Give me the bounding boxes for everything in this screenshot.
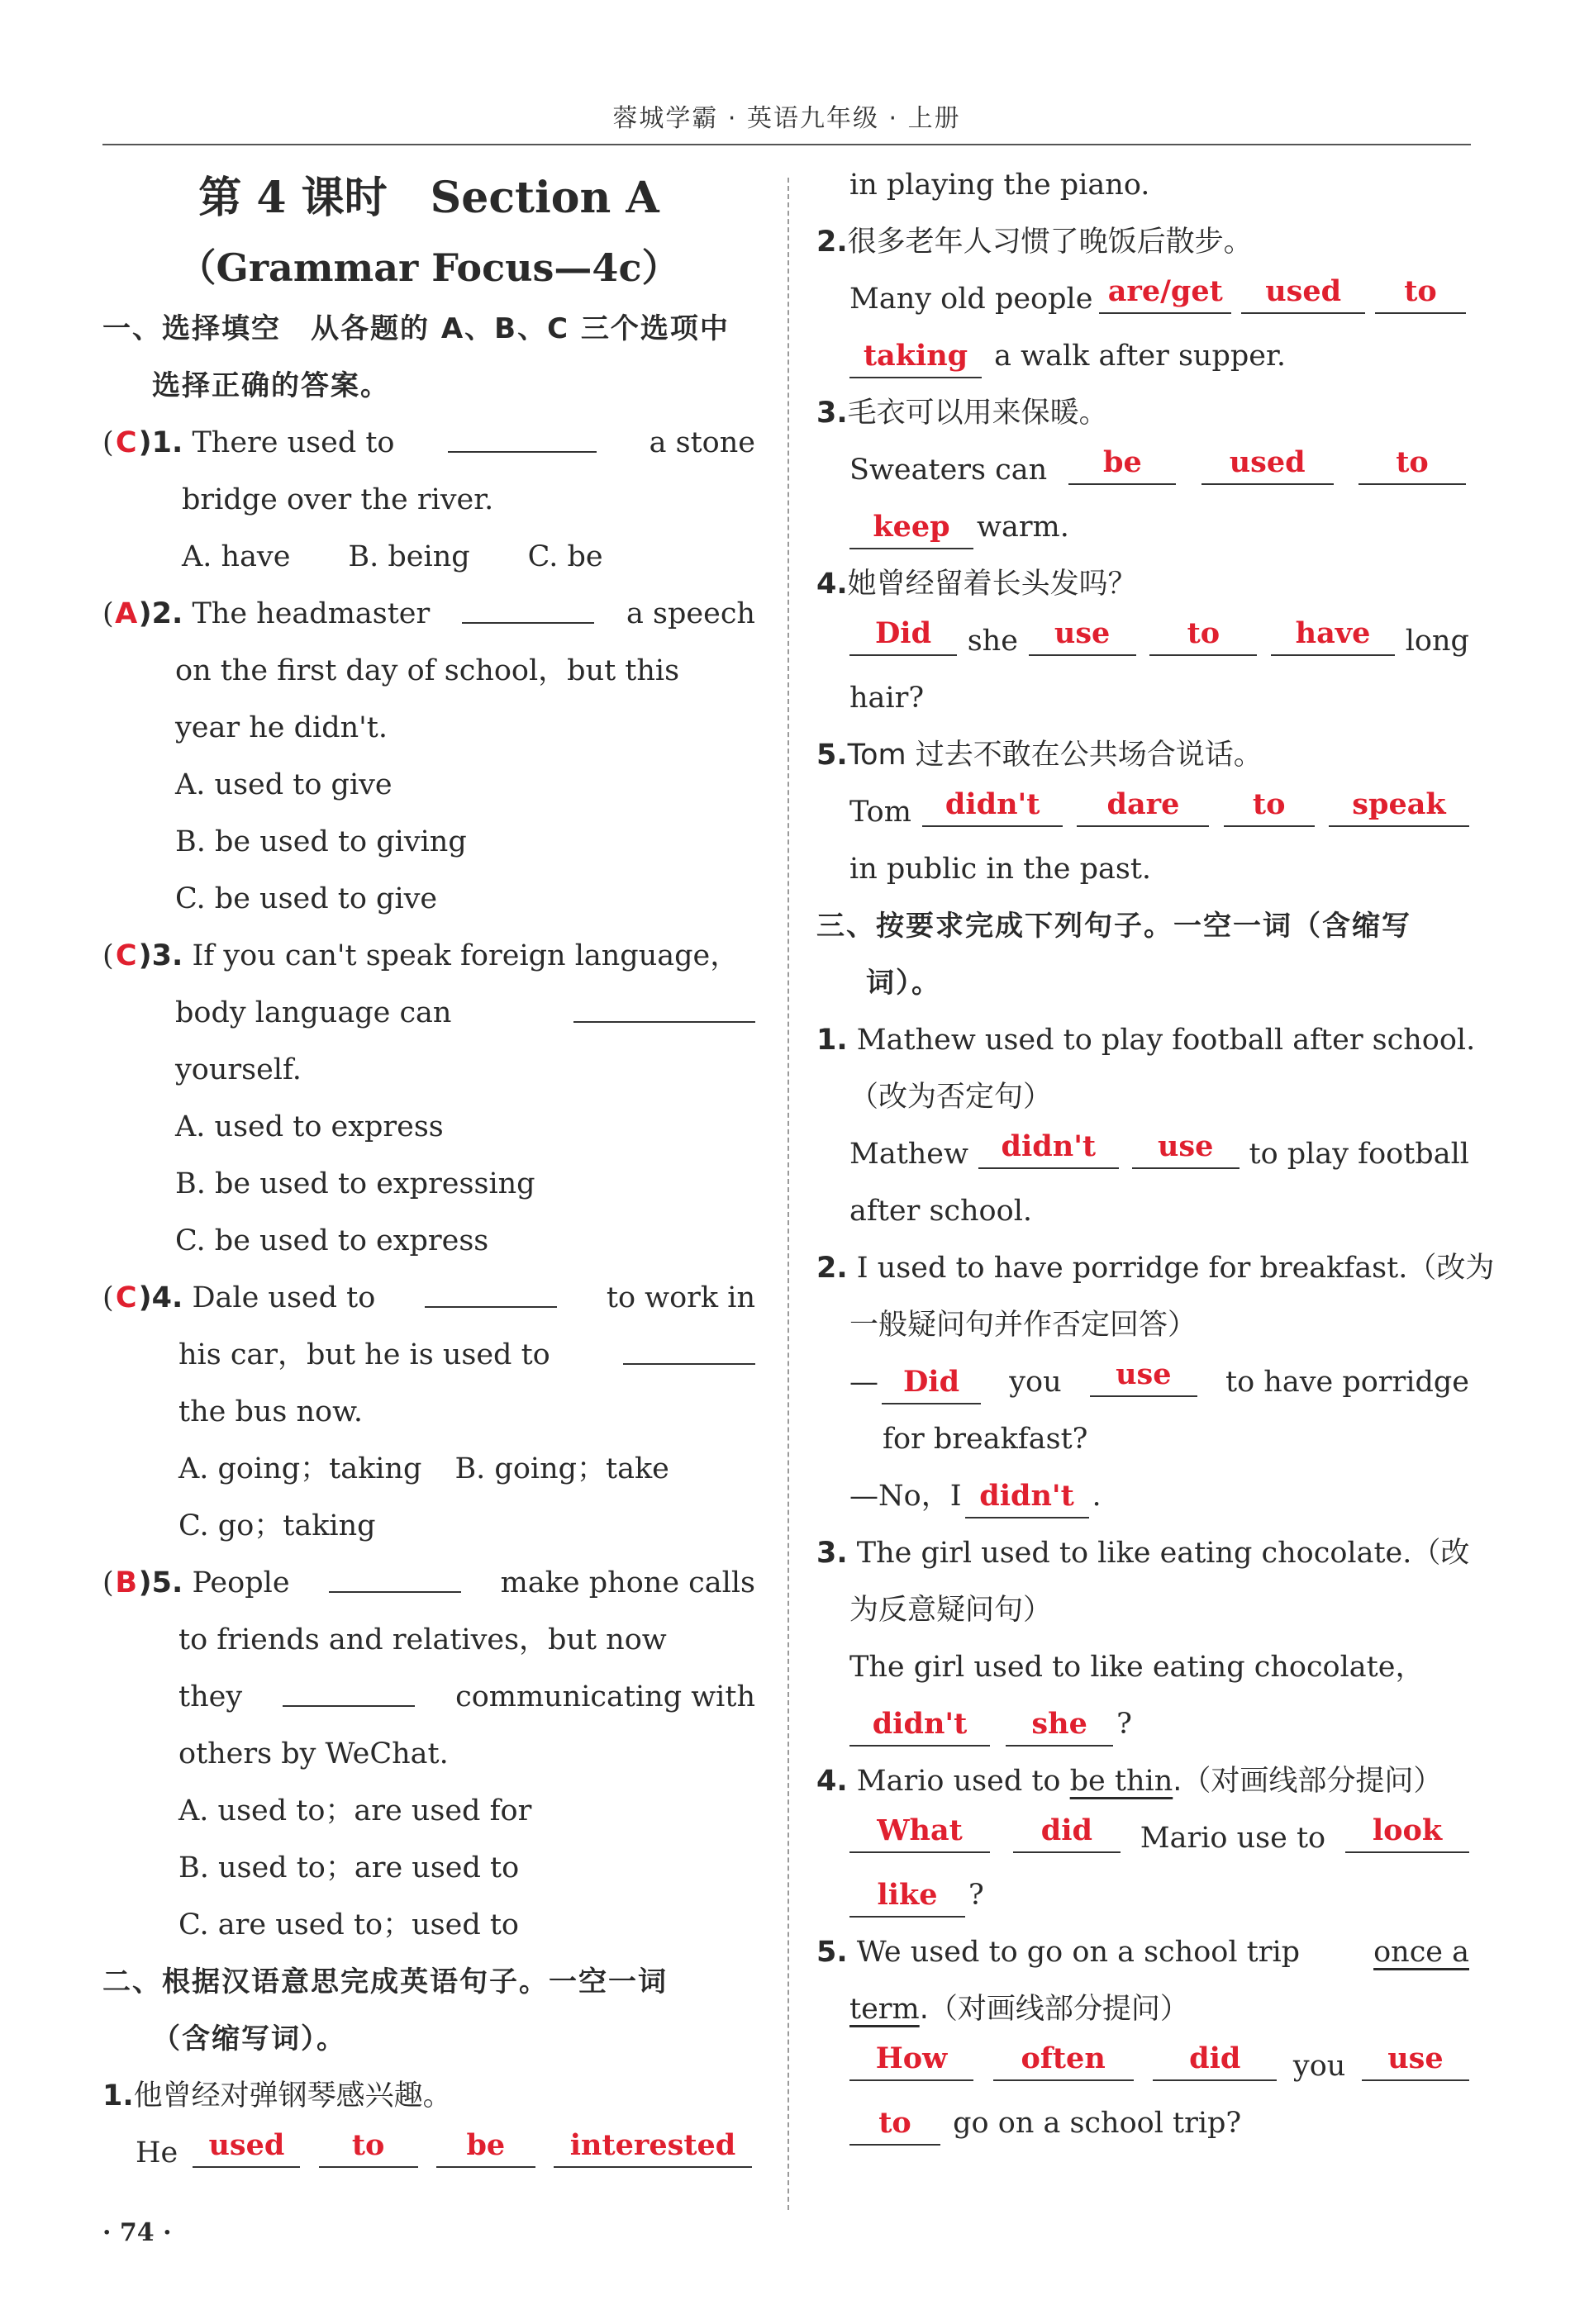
filled-blank: look bbox=[1345, 1810, 1469, 1853]
answer-blank bbox=[623, 1327, 755, 1365]
translation-q2: 2.很多老年人习惯了晚饭后散步。 bbox=[816, 226, 1253, 259]
answer-blank bbox=[425, 1270, 557, 1308]
filled-blank: to bbox=[1149, 613, 1257, 656]
answer-blank bbox=[448, 415, 597, 453]
filled-blank: didn't bbox=[965, 1476, 1089, 1518]
mc-answer-2: A bbox=[115, 597, 138, 630]
filled-blank: she bbox=[1006, 1704, 1113, 1747]
mc-options-1: A. have B. being C. be bbox=[182, 540, 603, 573]
filled-blank: like bbox=[849, 1875, 965, 1918]
part3-heading: 三、按要求完成下列句子。一空一词（含缩写 bbox=[816, 910, 1411, 943]
filled-blank: be bbox=[436, 2125, 535, 2168]
left-column: 第 4 课时 Section A （Grammar Focus—4c） 一、选择填空 从各题的 A、B、C 三个选项中 选择正确的答案。 (C)1. There used to a stone bridge over the river. A. have B. being C. be (A)2. The headmaster a speech on the first day of school，but this year he didn't. A. used to give B. be used to giving C. be used to give (C)3. If you can't speak foreign language， body language can yourself. A. used to express B. be used to expressing C. be used to express (C)4. Dale used to to work in his car，but he is used to the bus now. A. going；taking B. going；take C. go；taking (B)5. People make phone calls to friends and relatives，but now they communicating with others by WeChat. A. used to；are used for B. used to；are used to C. are used to；used to 二、根据汉语意思完成英语句子。一空一词 （含缩写词）。 1.他曾经对弹钢琴感兴趣。 He used to be interested bbox=[102, 157, 755, 2182]
part3-heading-cont: 词）。 bbox=[866, 967, 941, 1000]
rewrite-q2: 2. I used to have porridge for breakfast.（改为 bbox=[816, 1252, 1495, 1285]
filled-blank: are/get bbox=[1099, 271, 1231, 314]
part2-heading: 二、根据汉语意思完成英语句子。一空一词 bbox=[102, 1965, 668, 1998]
part2-heading-cont: （含缩写词）。 bbox=[152, 2022, 346, 2055]
filled-blank: to bbox=[319, 2125, 418, 2168]
filled-blank: use bbox=[1132, 1126, 1240, 1169]
part1-heading: 一、选择填空 从各题的 A、B、C 三个选项中 bbox=[102, 312, 730, 345]
mc-question-5: (B)5. People make phone calls bbox=[102, 1555, 755, 1612]
filled-blank: be bbox=[1068, 442, 1176, 485]
translation-q4: 4.她曾经留着长头发吗？ bbox=[816, 568, 1137, 601]
filled-blank: did bbox=[1013, 1810, 1121, 1853]
mc-question-2: (A)2. The headmaster a speech bbox=[102, 586, 755, 643]
mc-question-3: (C)3. If you can't speak foreign language， bbox=[102, 928, 755, 985]
part1-heading-cont: 选择正确的答案。 bbox=[152, 369, 390, 402]
filled-blank: didn't bbox=[922, 784, 1063, 827]
right-column: in playing the piano. 2.很多老年人习惯了晚饭后散步。 Many old people are/get used to taking a walk after supper. 3.毛衣可以用来保暖。 Sweaters can be used to keep warm. 4.她曾经留着长头发吗？ Did she use to have long hair? 5.Tom 过去不敢在公共场合说话。 Tom didn't dare to speak in public in the past. 三、按要求完成下列句子。一空一词（含缩写 词）。 1. Mathew used to play football after school. （改为否定句） Mathew didn't use to play football after school. 2. I used to have porridge for breakfast.（改为 一般疑问句并作否定回答） — Did you use to have porridge for breakfast? —No，I didn't . 3. The girl used to like eating chocolate.（改 为反意疑问句） The girl used to like eating chocolate， didn't she ? 4. Mario used to be thin.（对画线部分提问） What did Mario use to look like ? 5. We used to go on a school trip once a term.（对画线部分提问） How often did you use to go on a school trip? bbox=[816, 157, 1469, 2152]
mc-question-4: (C)4. Dale used to to work in bbox=[102, 1270, 755, 1327]
filled-blank: dare bbox=[1077, 784, 1209, 827]
header-rule bbox=[102, 144, 1471, 145]
filled-blank: use bbox=[1029, 613, 1136, 656]
filled-blank: to bbox=[849, 2103, 940, 2146]
answer-blank bbox=[573, 985, 755, 1023]
filled-blank: speak bbox=[1329, 784, 1469, 827]
rewrite-q4: 4. Mario used to be thin.（对画线部分提问） bbox=[816, 1765, 1443, 1798]
mc-answer-4: C bbox=[115, 1281, 137, 1314]
answer-blank bbox=[329, 1555, 461, 1593]
mc-question-1: (C)1. There used to a stone bbox=[102, 415, 755, 472]
filled-blank: didn't bbox=[978, 1126, 1119, 1169]
page-number: · 74 · bbox=[102, 2218, 172, 2247]
translation-q5: 5.Tom 过去不敢在公共场合说话。 bbox=[816, 739, 1263, 772]
mc-answer-5: B bbox=[115, 1566, 137, 1599]
underlined-phrase: term bbox=[849, 1993, 920, 2026]
filled-blank: Did bbox=[849, 613, 957, 656]
filled-blank: often bbox=[993, 2038, 1134, 2081]
answer-blank bbox=[283, 1669, 415, 1707]
filled-blank: used bbox=[1241, 271, 1365, 314]
mc-answer-3: C bbox=[115, 939, 137, 972]
filled-blank: used bbox=[1201, 442, 1334, 485]
running-header: 蓉城学霸 · 英语九年级 · 上册 bbox=[612, 104, 961, 133]
filled-blank: didn't bbox=[849, 1704, 990, 1747]
lesson-subtitle: （Grammar Focus—4c） bbox=[178, 245, 680, 290]
answer-blank bbox=[462, 586, 594, 624]
filled-blank: have bbox=[1271, 613, 1395, 656]
filled-blank: use bbox=[1090, 1354, 1197, 1397]
filled-blank: to bbox=[1358, 442, 1466, 485]
filled-blank: interested bbox=[554, 2125, 752, 2168]
mc-answer-1: C bbox=[115, 426, 137, 459]
translation-q3: 3.毛衣可以用来保暖。 bbox=[816, 397, 1108, 430]
column-divider bbox=[788, 178, 789, 2210]
rewrite-q5: 5. We used to go on a school trip once a bbox=[816, 1924, 1469, 1981]
filled-blank: did bbox=[1153, 2038, 1277, 2081]
translation-q1: 1.他曾经对弹钢琴感兴趣。 bbox=[102, 2079, 452, 2113]
filled-blank: used bbox=[193, 2125, 300, 2168]
rewrite-q1: 1. Mathew used to play football after school. bbox=[816, 1024, 1476, 1057]
filled-blank: keep bbox=[849, 506, 973, 549]
underlined-phrase: be thin bbox=[1069, 1765, 1173, 1798]
lesson-title: 第 4 课时 Section A bbox=[198, 173, 659, 223]
filled-blank: use bbox=[1362, 2038, 1469, 2081]
filled-blank: taking bbox=[849, 335, 982, 378]
rewrite-q3: 3. The girl used to like eating chocolate.（改 bbox=[816, 1537, 1470, 1570]
underlined-phrase: once a bbox=[1373, 1936, 1469, 1969]
filled-blank: to bbox=[1224, 784, 1315, 827]
filled-blank: What bbox=[849, 1810, 990, 1853]
filled-blank: to bbox=[1375, 271, 1466, 314]
filled-blank: Did bbox=[882, 1362, 981, 1404]
filled-blank: How bbox=[849, 2038, 973, 2081]
